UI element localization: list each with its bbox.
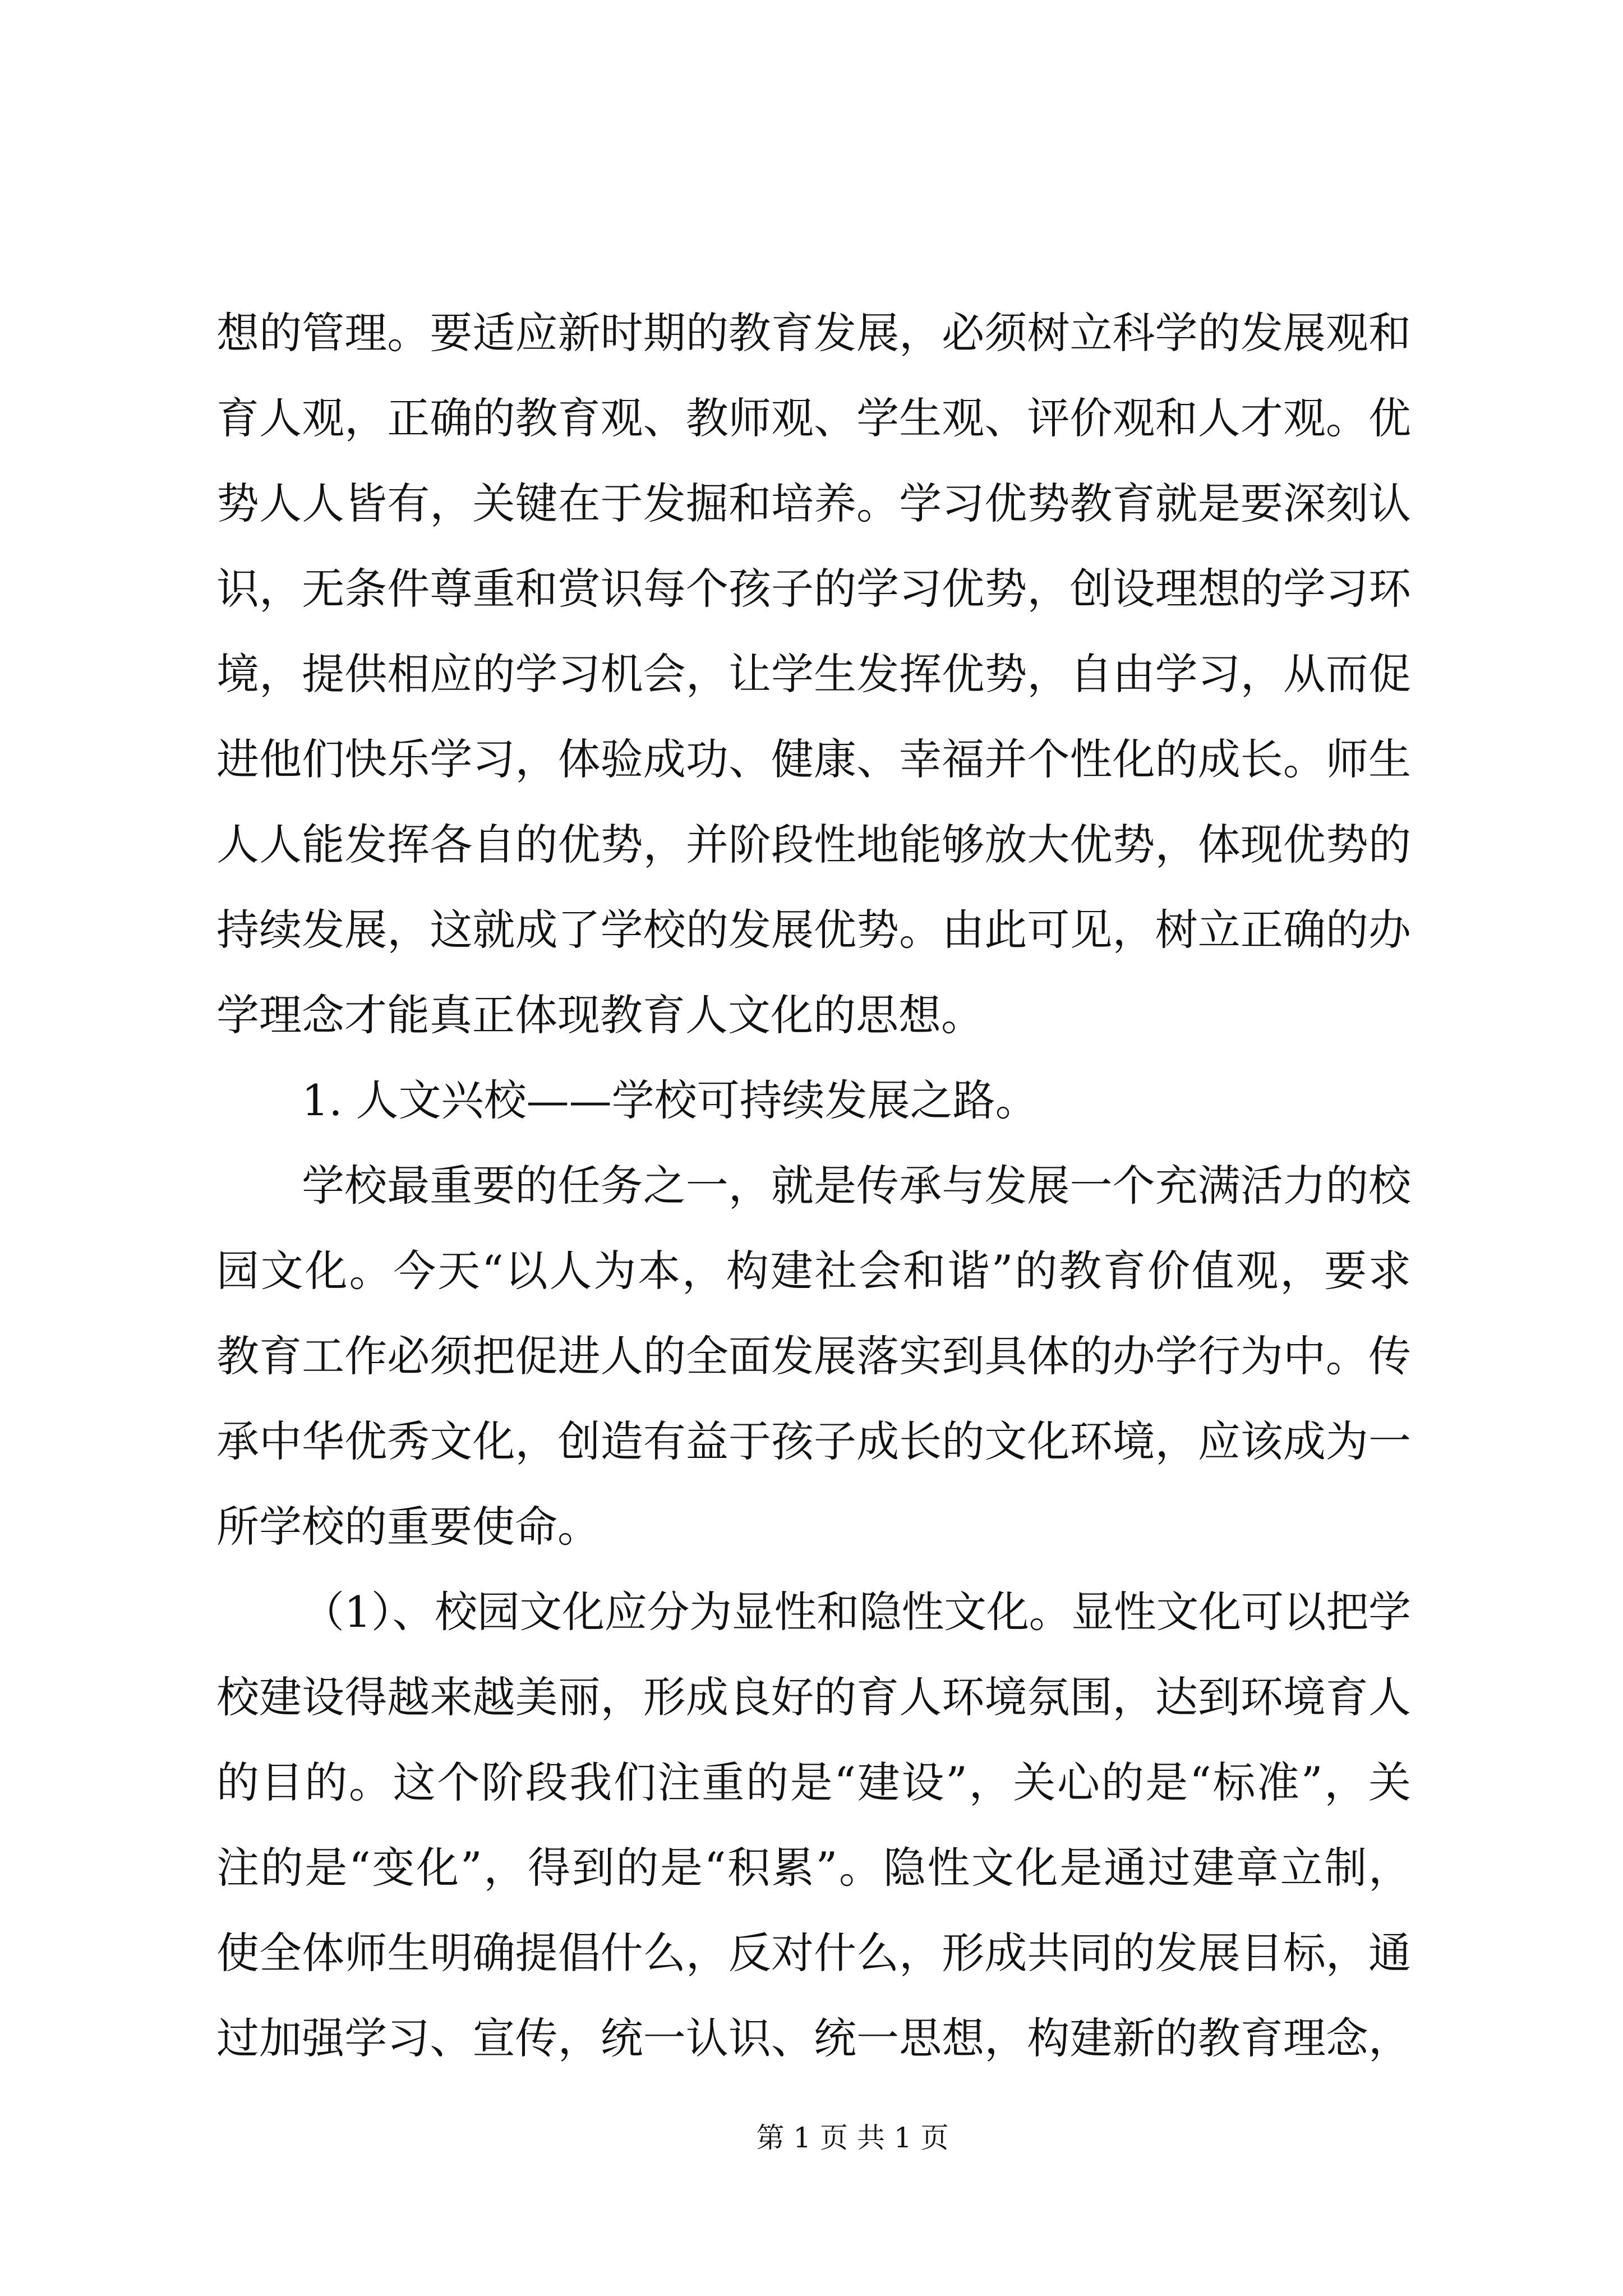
text-line <box>216 1825 1411 1911</box>
text-line <box>216 1911 1411 1996</box>
text-line-content: 教育工作必须把促进人的全面发展落实到具体的办学行为中。传 <box>216 1331 1412 1381</box>
text-line-content: 持续发展，这就成了学校的发展优势。由此可见，树立正确的办 <box>216 905 1412 955</box>
text-line-content: 过加强学习、宣传，统一认识、统一思想，构建新的教育理念， <box>216 2013 1412 2063</box>
text-line-content: 注的是“变化”，得到的是“积累”。隐性文化是通过建章立制， <box>216 1843 1413 1893</box>
text-line-content: 的目的。这个阶段我们注重的是“建设”，关心的是“标准”，关 <box>216 1757 1413 1807</box>
text-line <box>216 1314 1411 1399</box>
text-line <box>216 546 1411 632</box>
text-line-content: 学校最重要的任务之一，就是传承与发展一个充满活力的校 <box>302 1161 1412 1211</box>
text-line <box>216 461 1411 546</box>
heading-text: 1. 人文兴校——学校可持续发展之路。 <box>302 1075 1038 1125</box>
text-line <box>216 1484 1411 1570</box>
paragraph <box>216 1143 1411 1570</box>
text-line <box>216 717 1411 802</box>
text-line-content: 人人能发挥各自的优势，并阶段性地能够放大优势，体现优势的 <box>216 820 1412 869</box>
text-line <box>216 802 1411 887</box>
page-number-label: 第 1 页 共 1 页 <box>756 2122 949 2154</box>
text-line-content: 境，提供相应的学习机会，让学生发挥优势，自由学习，从而促 <box>216 649 1412 699</box>
text-line <box>302 1143 1411 1228</box>
text-line <box>216 973 1411 1058</box>
text-line <box>302 1570 1411 1655</box>
paragraph <box>216 291 1411 1058</box>
text-line <box>216 887 1411 973</box>
text-line <box>216 1228 1411 1314</box>
text-line <box>216 1655 1411 1740</box>
text-line <box>216 632 1411 717</box>
text-line-content: 学理念才能真正体现教育人文化的思想。 <box>216 990 984 1040</box>
text-line-content: 园文化。今天“以人为本，构建社会和谐”的教育价值观，要求 <box>216 1246 1413 1296</box>
text-line-content: 校建设得越来越美丽，形成良好的育人环境氛围，达到环境育人 <box>216 1672 1412 1722</box>
text-line <box>216 291 1411 376</box>
text-line-content: （1）、校园文化应分为显性和隐性文化。显性文化可以把学 <box>302 1587 1411 1637</box>
page-footer <box>572 2121 1133 2155</box>
text-line-content: 进他们快乐学习，体验成功、健康、幸福并个性化的成长。师生 <box>216 734 1412 784</box>
text-line-content: 使全体师生明确提倡什么，反对什么，形成共同的发展目标，通 <box>216 1928 1412 1978</box>
body-text <box>216 291 1411 2081</box>
text-line <box>216 1996 1411 2081</box>
text-line-content: 势人人皆有，关键在于发掘和培养。学习优势教育就是要深刻认 <box>216 478 1412 528</box>
text-line <box>216 1740 1411 1825</box>
text-line-content: 识，无条件尊重和赏识每个孩子的学习优势，创设理想的学习环 <box>216 564 1412 614</box>
text-line <box>216 1399 1411 1484</box>
text-line-content: 育人观，正确的教育观、教师观、学生观、评价观和人才观。优 <box>216 393 1412 443</box>
text-line-content: 所学校的重要使命。 <box>216 1502 600 1552</box>
heading-line <box>302 1058 1411 1143</box>
text-line-content: 承中华优秀文化，创造有益于孩子成长的文化环境，应该成为一 <box>216 1416 1412 1466</box>
paragraph <box>216 1570 1411 2081</box>
text-line <box>216 376 1411 461</box>
section-heading <box>216 1058 1411 1143</box>
text-line-content: 想的管理。要适应新时期的教育发展，必须树立科学的发展观和 <box>216 308 1412 358</box>
